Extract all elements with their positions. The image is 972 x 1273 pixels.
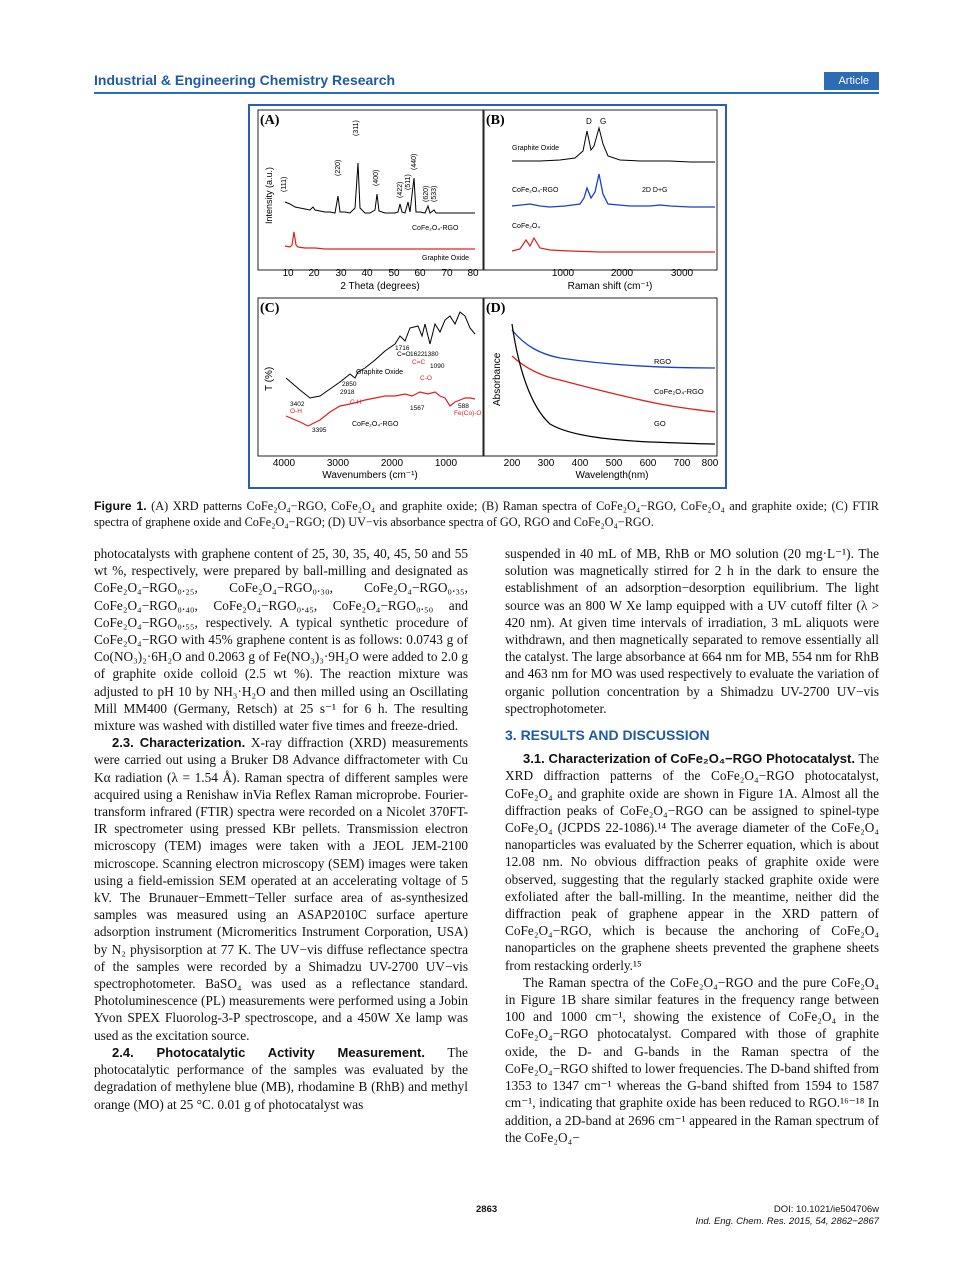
ftir-annot: 2850: [342, 381, 357, 388]
paragraph: The XRD diffraction patterns of the CoFe₂O₄−RGO photocatalyst, CoFe₂O₄ and graphite oxide are shown in Figure 1A. Almost all the diffraction peaks of CoFe₂O₄−RGO can be assigned to spinel-type CoFe₂O₄ (JCPDS 22-1086).¹⁴ The average diameter of the CoFe₂O₄ nanoparticles was evaluated by the Scherrer equation, which is about 12.08 nm. No obvious diffraction peaks of graphite oxide were observed, suggesting that the regularly stacked graphite oxide were exfoliated after the ball-milling. In the meantime, neither did the diffraction peak of graphene appear in the XRD pattern of CoFe₂O₄−RGO, which is because the anchoring of CoFe₂O₄ nanoparticles on the graphene sheets prevented the graphene sheets from restacking orderly.¹⁵: [505, 751, 880, 973]
panel-d-frame: [484, 298, 717, 456]
ftir-annot: 1090: [430, 363, 445, 370]
subheading-3-1: 3.1. Characterization of CoFe₂O₄−RGO Photocatalyst.: [523, 751, 855, 767]
panel-b-xticks: [552, 268, 694, 279]
panel-d-xtick: 800: [701, 458, 719, 469]
left-column: [94, 545, 468, 1113]
ftir-annot: 588: [458, 403, 469, 410]
panel-d-ylabel: Absorbance: [492, 352, 503, 406]
ftir-annot: 1716: [395, 345, 410, 352]
ftir-annot: 1567: [410, 405, 425, 412]
panel-a-graphite-oxide-curve: [285, 232, 475, 249]
ftir-annot: 1380: [424, 351, 439, 358]
panel-d-rgo-curve: [512, 330, 715, 368]
panel-b-legend-cofe2o4: CoFe₂O₄: [512, 223, 541, 230]
ftir-annot: 1622: [410, 351, 425, 358]
peak-label-400: (400): [373, 169, 380, 186]
doi-link[interactable]: DOI: 10.1021/ie504706w: [773, 1204, 879, 1215]
panel-b-annot-d: D: [586, 117, 592, 126]
panel-b-legend-cofe2o4-rgo: CoFe₂O₄-RGO: [512, 187, 559, 194]
page-header: [94, 72, 879, 94]
section-heading-results: 3. RESULTS AND DISCUSSION: [505, 727, 710, 744]
peak-label-220: (220): [335, 159, 342, 176]
panel-b-cofe2o4-curve: [512, 238, 715, 252]
figure-1: [248, 104, 727, 489]
page-number: 2863: [476, 1204, 498, 1215]
panel-a-xtick: 40: [361, 268, 373, 279]
subheading-2-3: 2.3. Characterization.: [112, 735, 246, 751]
panel-d-xtick: 400: [571, 458, 589, 469]
ftir-annot: O-H: [290, 408, 302, 415]
panel-c-legend-cofe2o4-rgo: CoFe₂O₄-RGO: [352, 421, 399, 428]
citation: Ind. Eng. Chem. Res. 2015, 54, 2862−2867: [695, 1216, 879, 1227]
panel-a-ylabel: Intensity (a.u.): [264, 166, 274, 224]
paragraph: suspended in 40 mL of MB, RhB or MO solution (20 mg·L⁻¹). The solution was magnetically stirred for 2 h in the dark to ensure the establishment of an adsorption−desorption equilibrium. The light source was an 800 W Xe lamp equipped with a UV cutoff filter (λ > 420 nm). At given time intervals of irradiation, 3 mL aliquots were withdrawn, and then magnetically separated to remove essentially all the catalyst. The large absorbance at 664 nm for MB, 554 nm for RhB and 463 nm for MO was used respectively to evaluate the variation of organic pollution concentration by a Shimadzu UV-2700 UV−vis spectrophotometer.: [505, 546, 879, 716]
panel-d-xticks: [504, 458, 719, 469]
panel-d-xtick: 500: [605, 458, 623, 469]
panel-c-legend-graphite-oxide: Graphite Oxide: [356, 369, 404, 376]
peak-label-511: (511): [405, 174, 412, 190]
panel-d-xtick: 200: [503, 458, 521, 469]
panel-a-cofe2o4-rgo-curve: [285, 163, 475, 213]
panel-a-xtick: 60: [414, 268, 426, 279]
panel-d-xtick: 600: [639, 458, 657, 469]
paragraph: photocatalysts with graphene content of 25, 30, 35, 40, 45, 50 and 55 wt %, respectively, were prepared by ball-milling and designated as CoFe₂O₄−RGO₀.₂₅, CoFe₂O₄−RGO₀.₃₀, CoFe₂O₄−RGO₀.₃₅, CoFe₂O₄−RGO₀.₄₀, CoFe₂O₄−RGO₀.₄₅, CoFe₂O₄−RGO₀.₅₀ and CoFe₂O₄−RGO₀.₅₅, respectively. A typical synthetic procedure of CoFe₂O₄−RGO with 45% graphene content is as follows: 0.0743 g of Co(NO₃)₂·6H₂O and 0.2063 g of Fe(NO₃)₃·9H₂O were added to 2.0 g of graphite oxide colloid (2.5 wt %). The reaction mixture was adjusted to pH 10 by NH₃·H₂O and then milled using an Oscillating Mill MM400 (Germany, Retsch) at 25 s⁻¹ for 6 h. The resulting mixture was washed with distilled water five times and freeze-dried.: [94, 546, 468, 734]
panel-a-xtick: 50: [388, 268, 400, 279]
panel-b-annot-2d: 2D D+G: [642, 187, 668, 194]
panel-a-xtick: 10: [282, 268, 294, 279]
caption-text: (A) XRD patterns CoFe₂O₄−RGO, CoFe₂O₄ and graphite oxide; (B) Raman spectra of CoFe₂O₄−RGO, CoFe₂O₄ and graphite oxide; (C) FTIR spectra of graphene oxide and CoFe₂O₄−RGO; (D) UV−vis absorbance spectra of GO, RGO and CoFe₂O₄−RGO.: [94, 499, 879, 529]
figure-1-graphic: [250, 106, 725, 487]
panel-a-legend-cofe2o4-rgo: CoFe₂O₄-RGO: [412, 225, 459, 232]
panel-a-legend-graphite-oxide: Graphite Oxide: [422, 255, 470, 262]
panel-a-xtick: 20: [308, 268, 320, 279]
panel-b-xlabel: Raman shift (cm⁻¹): [567, 281, 653, 292]
panel-c-frame: [258, 298, 483, 456]
peak-label-422: (422): [397, 181, 404, 198]
peak-label-111: (111): [281, 176, 288, 192]
ftir-annot: C=C: [412, 359, 426, 366]
ftir-annot: Fe(Co)-O: [454, 410, 482, 417]
paragraph: X-ray diffraction (XRD) measurements were carried out using a Bruker D8 Advance diffractometer with Cu Kα radiation (λ = 1.54 Å). Raman spectra of different samples were acquired using a Renishaw inVia Reflex Raman microprobe. Fourier-transform infrared (FTIR) spectra were recorded on a Nicolet 370FT-IR spectrometer using pressed KBr pellets. Transmission electron microscopy (TEM) images were taken with a JEOL JEM-2100 microscope. Scanning electron microscopy (SEM) images were taken using a field-emission SEM operated at an accelerating voltage of 5 kV. The Brunauer−Emmett−Teller surface area of as-synthesized samples was measured using an ASAP2010C surface aperture adsorption instrument (Micromeritics Instrument Corporation, USA) by N₂ physisorption at 77 K. The UV−vis diffuse reflectance spectra of the samples were recorded by a Shimadzu UV-2700 UV−vis spectrophotometer. BaSO₄ was used as a reflectance standard. Photoluminescence (PL) measurements were performed using a Jobin Yvon SPEX Fluorolog-3-P spectroscope, and a 450W Xe lamp was used as the excitation source.: [94, 735, 468, 1043]
panel-c-label: (C): [260, 301, 280, 316]
footer-doi: [695, 1204, 879, 1228]
peak-label-440: (440): [411, 153, 418, 170]
panel-b-xtick: 1000: [551, 268, 575, 279]
panel-d-xtick: 700: [673, 458, 691, 469]
peak-label-533: (533): [431, 185, 438, 202]
panel-c-xtick: 3000: [326, 458, 350, 469]
panel-b-label: (B): [486, 113, 505, 128]
panel-c-xtick: 1000: [434, 458, 458, 469]
panel-a-xtick: 70: [441, 268, 453, 279]
ftir-annot: C=O: [397, 351, 411, 358]
figure-caption: [94, 498, 879, 530]
panel-a-xlabel: 2 Theta (degrees): [340, 281, 420, 292]
journal-title[interactable]: Industrial & Engineering Chemistry Research: [94, 72, 396, 88]
peak-label-620: (620): [423, 185, 430, 202]
panel-d-xtick: 300: [537, 458, 555, 469]
paragraph: The Raman spectra of the CoFe₂O₄−RGO and the pure CoFe₂O₄ in Figure 1B share similar features in the frequency range between 100 and 1000 cm⁻¹, showing the existence of CoFe₂O₄ in the CoFe₂O₄−RGO photocatalyst. Compared with those of graphite oxide, the D- and G-bands in the Raman spectra of the CoFe₂O₄−RGO shifted to lower frequencies. The D-band shifted from 1353 to 1347 cm⁻¹ whereas the G-band shifted from 1594 to 1587 cm⁻¹, indicating that graphite oxide has been reduced to RGO.¹⁶⁻¹⁸ In addition, a 2D-band at 2696 cm⁻¹ appeared in the Raman spectrum of the CoFe₂O₄−: [505, 974, 879, 1145]
panel-c-xtick: 4000: [272, 458, 296, 469]
panel-a-label: (A): [260, 113, 280, 128]
header-rule: [94, 92, 879, 94]
ftir-annot: C-O: [420, 375, 432, 382]
panel-c-xtick: 2000: [380, 458, 404, 469]
section-2-3: [94, 734, 468, 1044]
panel-b-xtick: 3000: [670, 268, 694, 279]
panel-d-xlabel: Wavelength(nm): [575, 470, 649, 481]
right-column: [505, 545, 879, 1146]
subheading-2-4: 2.4. Photocatalytic Activity Measurement.: [112, 1044, 425, 1060]
panel-d-legend-rgo: RGO: [654, 357, 672, 366]
ftir-annot: 3402: [290, 401, 305, 408]
panel-d-go-curve: [512, 324, 715, 444]
panel-a-xtick: 80: [467, 268, 479, 279]
ftir-annot: 3395: [312, 427, 327, 434]
section-3-1: [505, 750, 879, 974]
paragraph: The photocatalytic performance of the samples was evaluated by the degradation of methylene blue (MB), rhodamine B (RhB) and methyl orange (MO) at 25 °C. 0.01 g of photocatalyst was: [94, 1044, 468, 1112]
article-badge: Article: [824, 72, 879, 90]
panel-c-xticks: [273, 458, 458, 469]
panel-d-label: (D): [486, 301, 506, 316]
peak-label-311: (311): [353, 120, 360, 136]
panel-a-xtick: 30: [335, 268, 347, 279]
panel-c-xlabel: Wavenumbers (cm⁻¹): [322, 470, 418, 481]
panel-d-legend-cofe2o4-rgo: CoFe₂O₄-RGO: [654, 387, 704, 396]
panel-b-xtick: 2000: [610, 268, 634, 279]
section-2-4: [94, 1044, 468, 1113]
panel-c-ylabel: T (%): [264, 366, 275, 391]
panel-d-legend-go: GO: [654, 419, 666, 428]
caption-label: Figure 1.: [94, 499, 147, 513]
panel-b-legend-graphite-oxide: Graphite Oxide: [512, 145, 560, 152]
ftir-annot: C-H: [350, 399, 362, 406]
ftir-annot: 2918: [340, 389, 355, 396]
panel-c-graphite-oxide-curve: [286, 312, 475, 398]
panel-b-annot-g: G: [600, 117, 607, 126]
